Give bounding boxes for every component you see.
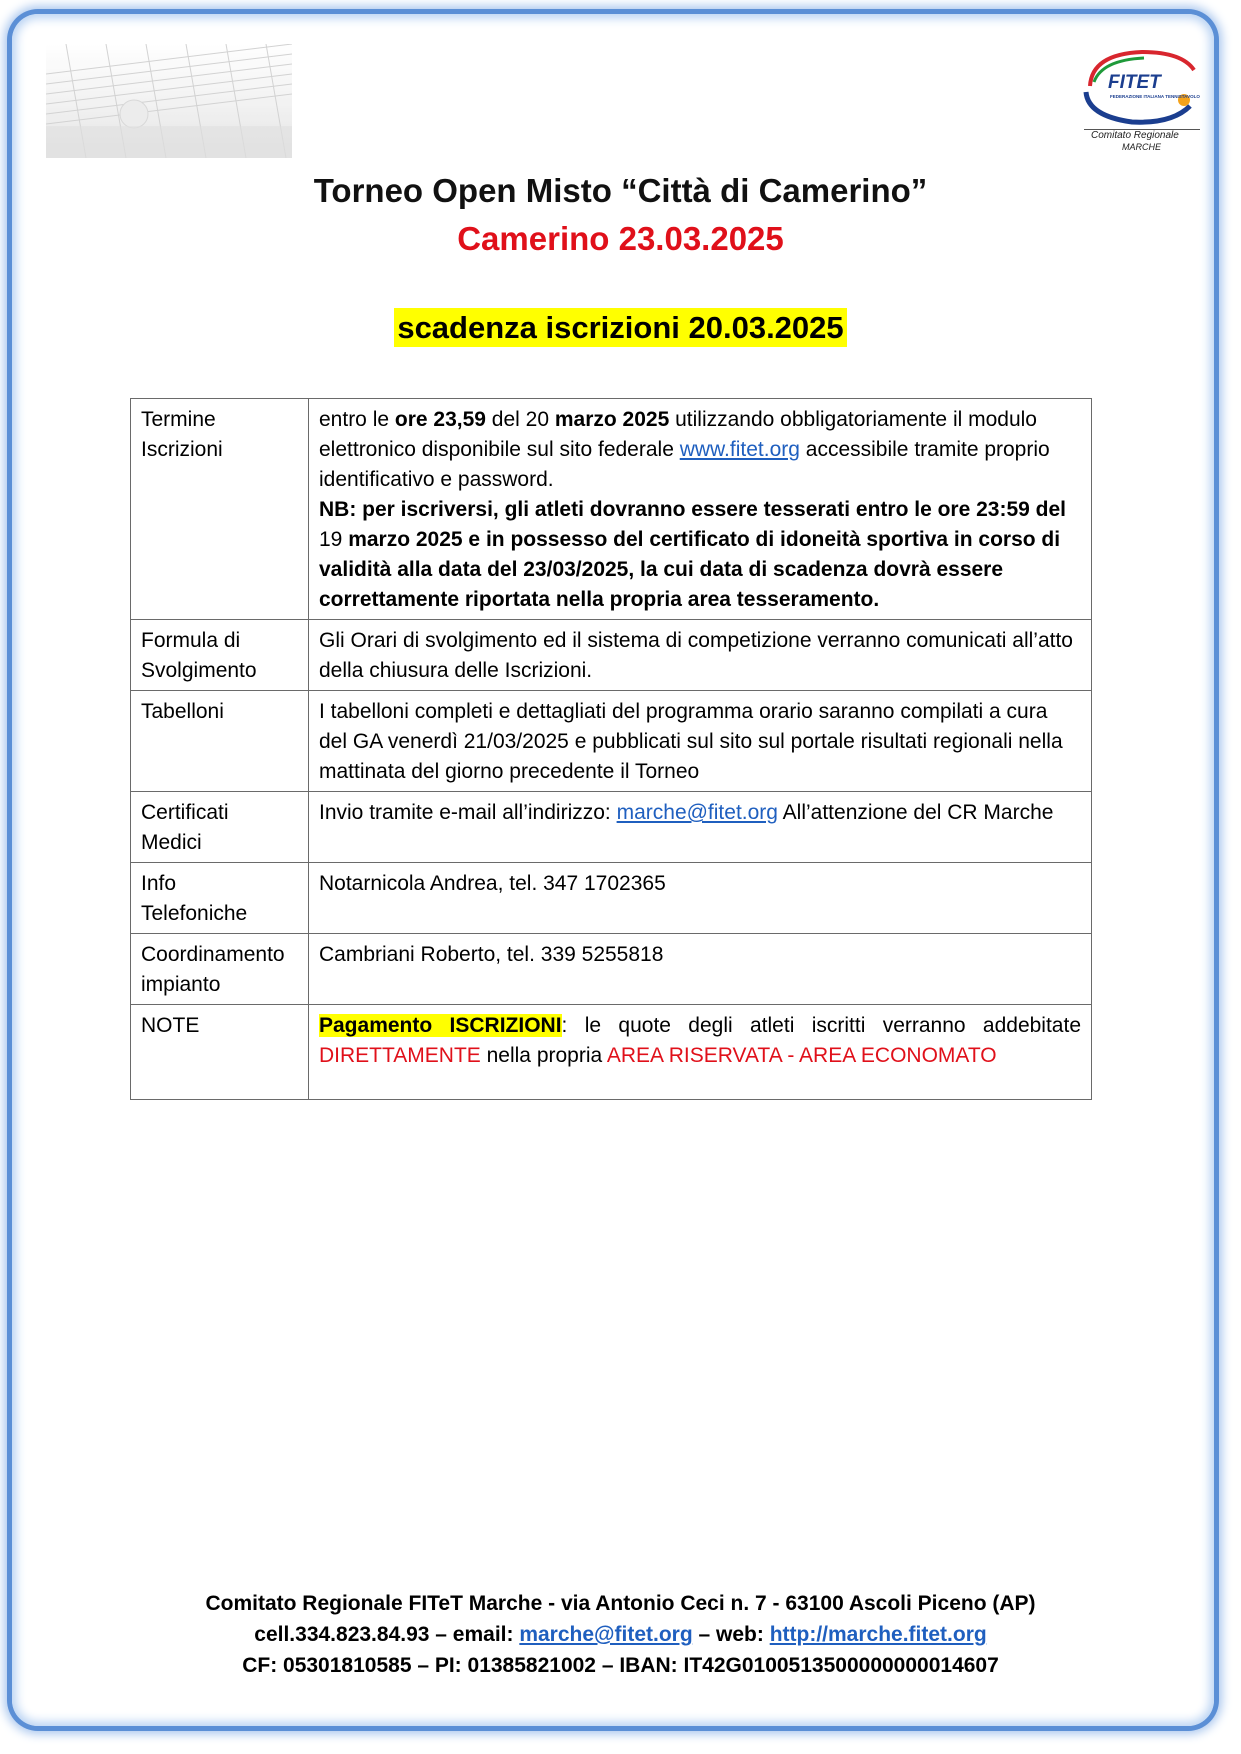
footer-fiscal: CF: 05301810585 – PI: 01385821002 – IBAN: IT42G0100513500000000014607	[242, 1654, 999, 1677]
tournament-date: Camerino 23.03.2025	[457, 220, 784, 257]
row-label: Formula di Svolgimento	[131, 620, 309, 691]
row-value: entro le ore 23,59 del 20 marzo 2025 utilizzando obbligatoriamente il modulo elettronico disponibile sul sito federale www.fitet.org accessibile tramite proprio identificativo e password. NB: per iscriversi, gli atleti dovranno essere tesserati entro le ore 23:59 del 19 marzo 2025 e in possesso del certificato di idoneità sportiva in corso di validità alla data del 23/03/2025, la cui data di scadenza dovrà essere correttamente riportata nella propria area tesseramento.	[309, 399, 1092, 620]
fitet-logo	[1072, 46, 1202, 158]
fitet-emblem-icon	[1072, 46, 1202, 128]
table-row	[131, 620, 1092, 691]
table-row	[131, 1005, 1092, 1100]
row-value: Notarnicola Andrea, tel. 347 1702365	[309, 863, 1092, 934]
row-label: Certificati Medici	[131, 792, 309, 863]
footer-contacts: cell.334.823.84.93 – email: marche@fitet.org – web: http://marche.fitet.org	[254, 1623, 987, 1646]
row-value: Pagamento ISCRIZIONI: le quote degli atleti iscritti verranno addebitate DIRETTAMENTE nella propria AREA RISERVATA - AREA ECONOMATO	[309, 1005, 1092, 1100]
svg-text:FITET: FITET	[1108, 72, 1161, 93]
row-value: I tabelloni completi e dettagliati del programma orario saranno compilati a cura del GA venerdì 21/03/2025 e pubblicati sul sito sul portale risultati regionali nella mattinata del giorno precedente il Torneo	[309, 691, 1092, 792]
logo-committee: Comitato Regionale	[1091, 130, 1179, 141]
row-label: NOTE	[131, 1005, 309, 1100]
footer-email-link[interactable]: marche@fitet.org	[519, 1623, 693, 1646]
registration-deadline	[0, 310, 1241, 346]
row-value: Cambriani Roberto, tel. 339 5255818	[309, 934, 1092, 1005]
footer-web-link[interactable]: http://marche.fitet.org	[769, 1623, 987, 1646]
payment-highlight: Pagamento ISCRIZIONI	[319, 1014, 562, 1037]
tournament-title: Torneo Open Misto “Città di Camerino”	[313, 172, 928, 209]
info-table	[130, 398, 1092, 1100]
table-row	[131, 691, 1092, 792]
row-label: Info Telefoniche	[131, 863, 309, 934]
email-link[interactable]: marche@fitet.org	[616, 801, 778, 824]
deadline-highlight: scadenza iscrizioni 20.03.2025	[394, 308, 846, 347]
table-row	[131, 863, 1092, 934]
row-label: Tabelloni	[131, 691, 309, 792]
logo-region: MARCHE	[1122, 142, 1162, 152]
svg-text:FEDERAZIONE ITALIANA TENNISTAV: FEDERAZIONE ITALIANA TENNISTAVOLO	[1110, 94, 1200, 99]
table-row	[131, 399, 1092, 620]
row-value: Invio tramite e-mail all’indirizzo: marche@fitet.org All’attenzione del CR Marche	[309, 792, 1092, 863]
footer	[0, 1588, 1241, 1681]
row-label: Termine Iscrizioni	[131, 399, 309, 620]
table-row	[131, 934, 1092, 1005]
row-label: Coordinamento impianto	[131, 934, 309, 1005]
row-value: Gli Orari di svolgimento ed il sistema di competizione verranno comunicati all’atto della chiusura delle Iscrizioni.	[309, 620, 1092, 691]
footer-address: Comitato Regionale FITeT Marche - via Antonio Ceci n. 7 - 63100 Ascoli Piceno (AP)	[205, 1592, 1036, 1615]
table-tennis-net-image	[46, 44, 292, 158]
fitet-site-link[interactable]: www.fitet.org	[679, 438, 800, 461]
table-row	[131, 792, 1092, 863]
nb-note: NB: per iscriversi, gli atleti dovranno essere tesserati entro le ore 23:59 del 19 marzo 2025 e in possesso del certificato di idoneità sportiva in corso di validità alla data del 23/03/2025, la cui data di scadenza dovrà essere correttamente riportata nella propria area tesseramento.	[319, 498, 1066, 611]
